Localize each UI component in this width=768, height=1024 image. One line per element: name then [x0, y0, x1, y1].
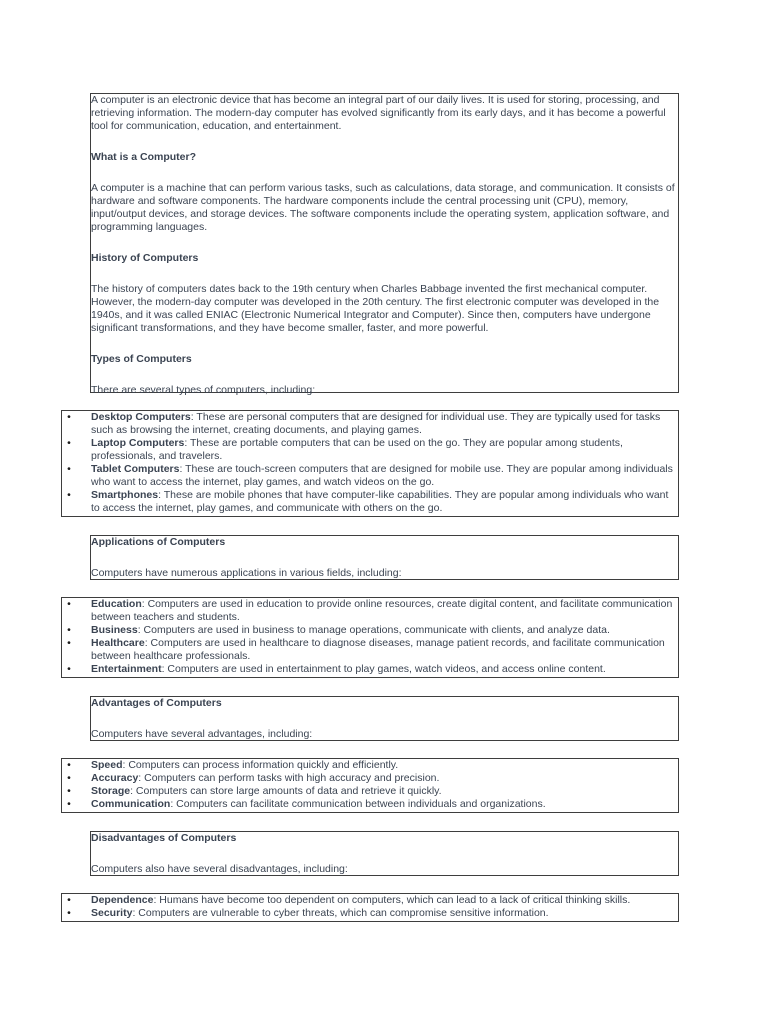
- list-item-text: : Computers can process information quickly and efficiently.: [122, 759, 399, 771]
- types-heading: Types of Computers: [91, 353, 192, 365]
- list-item-term: Smartphones: [91, 489, 159, 501]
- list-item: [62, 411, 678, 437]
- list-item-term: Business: [91, 624, 138, 636]
- bullet: •: [67, 785, 71, 797]
- list-item-text: : These are touch-screen computers that are designed for mobile use. They are popular among individuals who want to access the internet, play games, and watch videos on the go.: [91, 463, 673, 488]
- advantages-list: [62, 759, 678, 811]
- list-item-text: : These are personal computers that are designed for individual use. They are typically used for tasks such as browsing the internet, creating documents, and playing games.: [91, 411, 661, 436]
- types-list: [62, 411, 678, 515]
- disadvantages-list: [62, 894, 678, 920]
- list-item-term: Healthcare: [91, 637, 145, 649]
- list-item-term: Dependence: [91, 894, 154, 906]
- list-item-text: : Computers can store large amounts of data and retrieve it quickly.: [130, 785, 442, 797]
- what-is-computer-text: A computer is a machine that can perform various tasks, such as calculations, data storage, and communication. It consists of hardware and software components. The hardware components include the central processing unit (CPU), memory, input/output devices, and storage devices. The software components include the operating system, application software, and programming languages.: [91, 182, 675, 233]
- list-item: [62, 894, 678, 907]
- list-item: [62, 772, 678, 785]
- list-item: [62, 907, 678, 920]
- list-item-term: Desktop Computers: [91, 411, 191, 423]
- bullet: •: [67, 907, 71, 919]
- types-list-box: [61, 410, 679, 517]
- list-item-term: Storage: [91, 785, 131, 797]
- types-intro-text: There are several types of computers, including:: [91, 384, 316, 396]
- list-item-text: : Humans have become too dependent on computers, which can lead to a lack of critical thinking skills.: [153, 894, 631, 906]
- list-item-text: : Computers can facilitate communication between individuals and organizations.: [170, 798, 546, 810]
- applications-intro-text: Computers have numerous applications in various fields, including:: [91, 567, 402, 579]
- list-item-term: Education: [91, 598, 142, 610]
- list-item-term: Communication: [91, 798, 171, 810]
- bullet: •: [67, 624, 71, 636]
- bullet: •: [67, 489, 71, 501]
- intro-paragraph: A computer is an electronic device that has become an integral part of our daily lives. It is used for storing, processing, and retrieving information. The modern-day computer has evolved significantly from its early days, and it has become a powerful tool for communication, education, and entertainment.: [91, 94, 666, 132]
- bullet: •: [67, 637, 71, 649]
- applications-section: [90, 535, 679, 580]
- list-item: [62, 759, 678, 772]
- list-item-text: : Computers are used in healthcare to diagnose diseases, manage patient records, and facilitate communication between healthcare professionals.: [91, 637, 665, 662]
- what-is-computer-heading: What is a Computer?: [91, 151, 197, 163]
- applications-list-box: [61, 597, 679, 678]
- list-item: [62, 637, 678, 663]
- list-item-text: : Computers are used in business to manage operations, communicate with clients, and analyze data.: [137, 624, 610, 636]
- list-item: [62, 798, 678, 811]
- bullet: •: [67, 463, 71, 475]
- bullet: •: [67, 772, 71, 784]
- bullet: •: [67, 759, 71, 771]
- list-item: [62, 598, 678, 624]
- list-item: [62, 785, 678, 798]
- list-item: [62, 624, 678, 637]
- list-item-term: Laptop Computers: [91, 437, 185, 449]
- list-item: [62, 463, 678, 489]
- list-item: [62, 489, 678, 515]
- bullet: •: [67, 411, 71, 423]
- list-item-term: Entertainment: [91, 663, 162, 675]
- bullet: •: [67, 598, 71, 610]
- list-item-text: : Computers are used in education to provide online resources, create digital content, and facilitate communication between teachers and students.: [91, 598, 673, 623]
- bullet: •: [67, 798, 71, 810]
- advantages-section: [90, 696, 679, 741]
- disadvantages-heading: Disadvantages of Computers: [91, 832, 237, 844]
- bullet: •: [67, 894, 71, 906]
- applications-list: [62, 598, 678, 676]
- list-item-text: : Computers are used in entertainment to play games, watch videos, and access online content.: [161, 663, 606, 675]
- applications-heading: Applications of Computers: [91, 536, 226, 548]
- disadvantages-intro-text: Computers also have several disadvantages, including:: [91, 863, 348, 875]
- history-heading: History of Computers: [91, 252, 199, 264]
- list-item-term: Security: [91, 907, 133, 919]
- list-item-text: : Computers can perform tasks with high accuracy and precision.: [138, 772, 440, 784]
- list-item-text: : Computers are vulnerable to cyber threats, which can compromise sensitive information.: [132, 907, 549, 919]
- list-item: [62, 663, 678, 676]
- list-item-text: : These are portable computers that can be used on the go. They are popular among students, professionals, and travelers.: [91, 437, 623, 462]
- list-item: [62, 437, 678, 463]
- disadvantages-list-box: [61, 893, 679, 922]
- history-text: The history of computers dates back to the 19th century when Charles Babbage invented the first mechanical computer. However, the modern-day computer was developed in the 20th century. The first electronic computer was developed in the 1940s, and it was called ENIAC (Electronic Numerical Integrator and Computer). Since then, computers have undergone significant transformations, and they have become smaller, faster, and more powerful.: [91, 283, 660, 334]
- advantages-heading: Advantages of Computers: [91, 697, 222, 709]
- intro-section: [90, 93, 679, 396]
- list-item-text: : These are mobile phones that have computer-like capabilities. They are popular among individuals who want to access the internet, play games, and communicate with others on the go.: [91, 489, 669, 514]
- bullet: •: [67, 663, 71, 675]
- list-item-term: Speed: [91, 759, 123, 771]
- list-item-term: Tablet Computers: [91, 463, 180, 475]
- list-item-term: Accuracy: [91, 772, 139, 784]
- bullet: •: [67, 437, 71, 449]
- disadvantages-section: [90, 831, 679, 876]
- advantages-intro-text: Computers have several advantages, including:: [91, 728, 313, 740]
- advantages-list-box: [61, 758, 679, 813]
